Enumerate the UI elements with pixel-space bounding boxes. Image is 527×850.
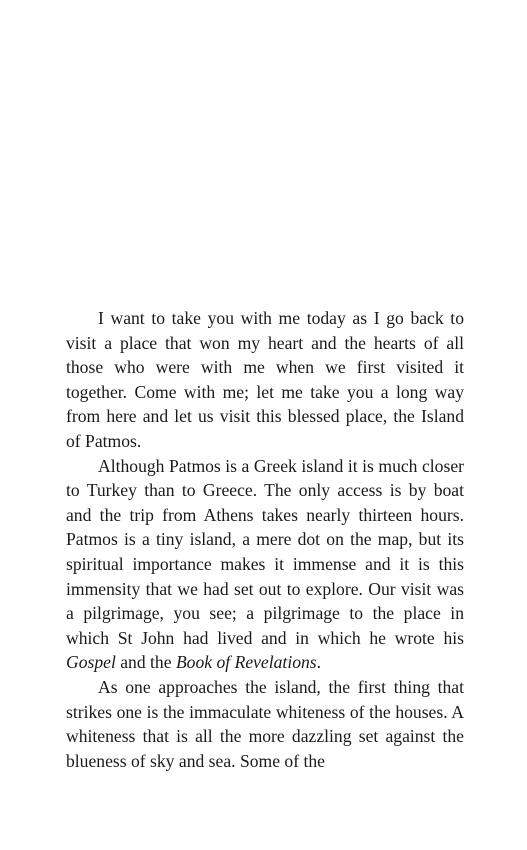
paragraph-text-segment: Although Patmos is a Greek island it is much closer to Turkey than to Greece. The only access is by boat and the trip from Athens takes nearly thirteen hours. Patmos is a tiny island, a mere dot on the map, but its spiritual importance makes it immense and it is this immensity that we had set out to explore. Our visit was a pilgrimage, you see; a pilgrimage to the place in which St John had lived and in which he wrote his: [66, 455, 464, 648]
paragraph-text-segment: and the: [115, 652, 176, 673]
paragraph-approach: [66, 675, 464, 773]
paragraph-intro-text: I want to take you with me today as I go back to visit a place that won my heart and the hearts of all those who were with me when we first visited it together. Come with me; let me take you a long way from here and let us visit this blessed place, the Island of Patmos.: [66, 308, 464, 451]
page-body: [66, 306, 464, 773]
paragraph-patmos-location: [66, 454, 464, 675]
book-title-gospel: Gospel: [66, 652, 116, 673]
paragraph-text-segment: .: [316, 652, 322, 673]
paragraph-approach-text: As one approaches the island, the first thing that strikes one is the immaculate whiteness of the houses. A whiteness that is all the more dazzling set against the blueness of sky and sea. Some of the: [66, 676, 464, 771]
paragraph-intro: [66, 306, 464, 454]
book-title-revelations: Book of Revelations: [175, 652, 317, 673]
